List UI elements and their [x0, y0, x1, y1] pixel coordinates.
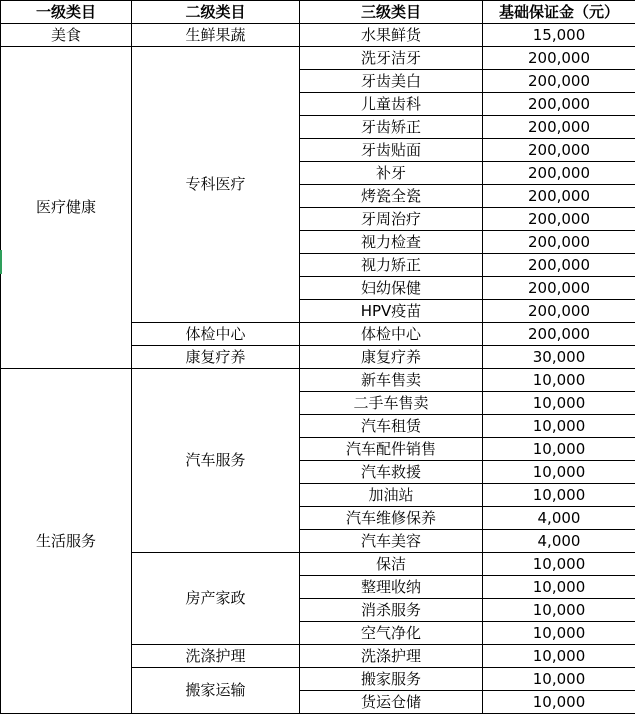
deposit-cell[interactable]: 200,000: [483, 116, 635, 139]
deposit-cell[interactable]: 200,000: [483, 93, 635, 116]
level3-cell[interactable]: 牙齿矫正: [300, 116, 483, 139]
level1-cell[interactable]: 生活服务: [1, 369, 132, 714]
level3-cell[interactable]: 空气净化: [300, 622, 483, 645]
level3-cell[interactable]: 体检中心: [300, 323, 483, 346]
level3-cell[interactable]: 烤瓷全瓷: [300, 185, 483, 208]
level3-cell[interactable]: 洗涤护理: [300, 645, 483, 668]
deposit-cell[interactable]: 200,000: [483, 300, 635, 323]
level3-cell[interactable]: 康复疗养: [300, 346, 483, 369]
level3-cell[interactable]: 补牙: [300, 162, 483, 185]
level3-cell[interactable]: 牙齿美白: [300, 70, 483, 93]
deposit-cell[interactable]: 30,000: [483, 346, 635, 369]
level3-cell[interactable]: 牙周治疗: [300, 208, 483, 231]
deposit-cell[interactable]: 10,000: [483, 553, 635, 576]
header-level3[interactable]: 三级类目: [300, 1, 483, 24]
deposit-cell[interactable]: 200,000: [483, 254, 635, 277]
deposit-cell[interactable]: 200,000: [483, 323, 635, 346]
level3-cell[interactable]: 汽车维修保养: [300, 507, 483, 530]
level3-cell[interactable]: 视力检查: [300, 231, 483, 254]
deposit-cell[interactable]: 4,000: [483, 530, 635, 553]
deposit-cell[interactable]: 10,000: [483, 438, 635, 461]
header-level1[interactable]: 一级类目: [1, 1, 132, 24]
header-row: [1, 1, 635, 24]
level3-cell[interactable]: 水果鲜货: [300, 24, 483, 47]
deposit-cell[interactable]: 200,000: [483, 139, 635, 162]
level3-cell[interactable]: 搬家服务: [300, 668, 483, 691]
deposit-cell[interactable]: 10,000: [483, 599, 635, 622]
level3-cell[interactable]: 汽车租赁: [300, 415, 483, 438]
level1-cell[interactable]: 美食: [1, 24, 132, 47]
table-row: [1, 47, 635, 70]
level2-cell[interactable]: 体检中心: [132, 323, 300, 346]
level3-cell[interactable]: 汽车配件销售: [300, 438, 483, 461]
level2-cell[interactable]: 汽车服务: [132, 369, 300, 553]
deposit-cell[interactable]: 4,000: [483, 507, 635, 530]
deposit-cell[interactable]: 10,000: [483, 392, 635, 415]
deposit-cell[interactable]: 200,000: [483, 208, 635, 231]
level3-cell[interactable]: 洗牙洁牙: [300, 47, 483, 70]
level3-cell[interactable]: 汽车救援: [300, 461, 483, 484]
level2-cell[interactable]: 专科医疗: [132, 47, 300, 323]
table-row: [1, 369, 635, 392]
level3-cell[interactable]: 视力矫正: [300, 254, 483, 277]
deposit-cell[interactable]: 15,000: [483, 24, 635, 47]
deposit-cell[interactable]: 200,000: [483, 277, 635, 300]
deposit-cell[interactable]: 10,000: [483, 622, 635, 645]
selection-marker: [0, 250, 2, 274]
level2-cell[interactable]: 房产家政: [132, 553, 300, 645]
deposit-cell[interactable]: 10,000: [483, 645, 635, 668]
deposit-cell[interactable]: 200,000: [483, 70, 635, 93]
level2-cell[interactable]: 康复疗养: [132, 346, 300, 369]
table-row: [1, 24, 635, 47]
level3-cell[interactable]: 汽车美容: [300, 530, 483, 553]
deposit-cell[interactable]: 10,000: [483, 369, 635, 392]
deposit-cell[interactable]: 10,000: [483, 668, 635, 691]
deposit-cell[interactable]: 200,000: [483, 47, 635, 70]
deposit-cell[interactable]: 200,000: [483, 162, 635, 185]
header-level2[interactable]: 二级类目: [132, 1, 300, 24]
level3-cell[interactable]: 货运仓储: [300, 691, 483, 714]
level3-cell[interactable]: 消杀服务: [300, 599, 483, 622]
deposit-cell[interactable]: 200,000: [483, 231, 635, 254]
level3-cell[interactable]: HPV疫苗: [300, 300, 483, 323]
deposit-cell[interactable]: 10,000: [483, 691, 635, 714]
level3-cell[interactable]: 牙齿贴面: [300, 139, 483, 162]
level3-cell[interactable]: 加油站: [300, 484, 483, 507]
level2-cell[interactable]: 搬家运输: [132, 668, 300, 714]
deposit-cell[interactable]: 200,000: [483, 185, 635, 208]
level3-cell[interactable]: 二手车售卖: [300, 392, 483, 415]
level3-cell[interactable]: 新车售卖: [300, 369, 483, 392]
level3-cell[interactable]: 整理收纳: [300, 576, 483, 599]
level2-cell[interactable]: 生鲜果蔬: [132, 24, 300, 47]
level3-cell[interactable]: 儿童齿科: [300, 93, 483, 116]
level3-cell[interactable]: 保洁: [300, 553, 483, 576]
level3-cell[interactable]: 妇幼保健: [300, 277, 483, 300]
header-deposit[interactable]: 基础保证金（元）: [483, 1, 635, 24]
level1-cell[interactable]: 医疗健康: [1, 47, 132, 369]
deposit-cell[interactable]: 10,000: [483, 415, 635, 438]
deposit-cell[interactable]: 10,000: [483, 484, 635, 507]
level2-cell[interactable]: 洗涤护理: [132, 645, 300, 668]
table-body: [1, 24, 635, 714]
deposit-cell[interactable]: 10,000: [483, 576, 635, 599]
deposit-cell[interactable]: 10,000: [483, 461, 635, 484]
